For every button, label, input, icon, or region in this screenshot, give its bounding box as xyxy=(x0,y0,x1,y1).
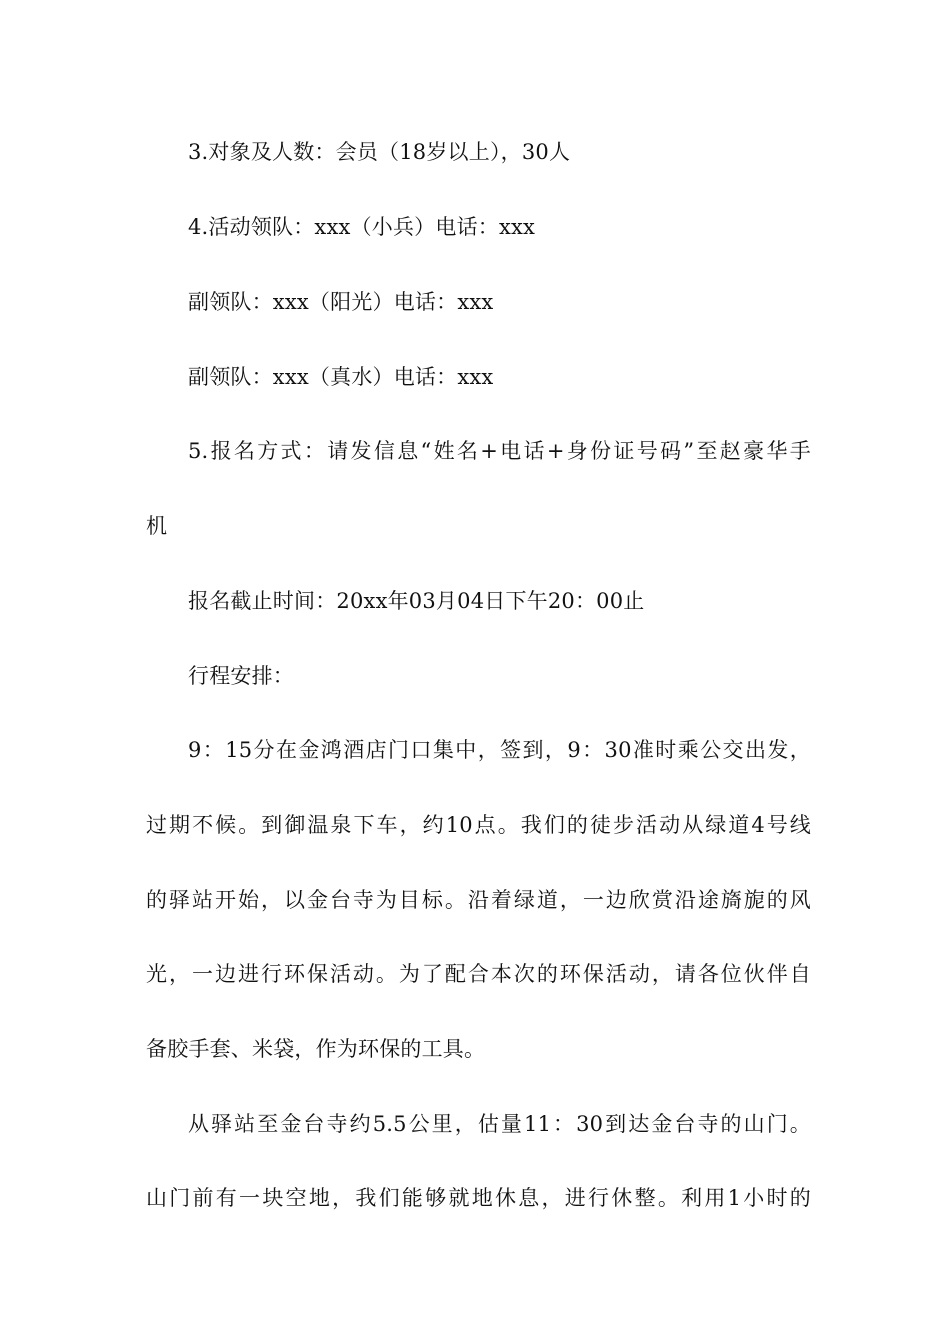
paragraph-deputy-leader-2: 副领队：xxx（真水）电话：xxx xyxy=(188,365,494,389)
paragraph-itinerary-line-2: 过期不候。到御温泉下车，约10点。我们的徒步活动从绿道4号线 xyxy=(146,813,811,837)
paragraph-deadline: 报名截止时间：20xx年03月04日下午20：00止 xyxy=(188,589,645,613)
paragraph-participants: 3.对象及人数：会员（18岁以上），30人 xyxy=(188,140,571,164)
paragraph-leader: 4.活动领队：xxx（小兵）电话：xxx xyxy=(188,215,536,239)
section-heading-itinerary: 行程安排： xyxy=(188,664,294,688)
paragraph-registration-line-1: 5.报名方式：请发信息“姓名+电话+身份证号码”至赵豪华手 xyxy=(188,439,811,463)
paragraph-route-line-2: 山门前有一块空地，我们能够就地休息，进行休整。利用1小时的 xyxy=(146,1186,811,1210)
paragraph-route-line-1: 从驿站至金台寺约5.5公里，估量11：30到达金台寺的山门。 xyxy=(188,1112,811,1136)
paragraph-itinerary-line-5: 备胶手套、米袋，作为环保的工具。 xyxy=(146,1037,486,1061)
paragraph-itinerary-line-1: 9：15分在金鸿酒店门口集中，签到，9：30准时乘公交出发， xyxy=(188,738,811,762)
paragraph-deputy-leader-1: 副领队：xxx（阳光）电话：xxx xyxy=(188,290,494,314)
paragraph-registration-line-2: 机 xyxy=(146,514,168,538)
paragraph-itinerary-line-3: 的驿站开始，以金台寺为目标。沿着绿道，一边欣赏沿途旖旎的风 xyxy=(146,888,811,912)
paragraph-itinerary-line-4: 光，一边进行环保活动。为了配合本次的环保活动，请各位伙伴自 xyxy=(146,962,811,986)
